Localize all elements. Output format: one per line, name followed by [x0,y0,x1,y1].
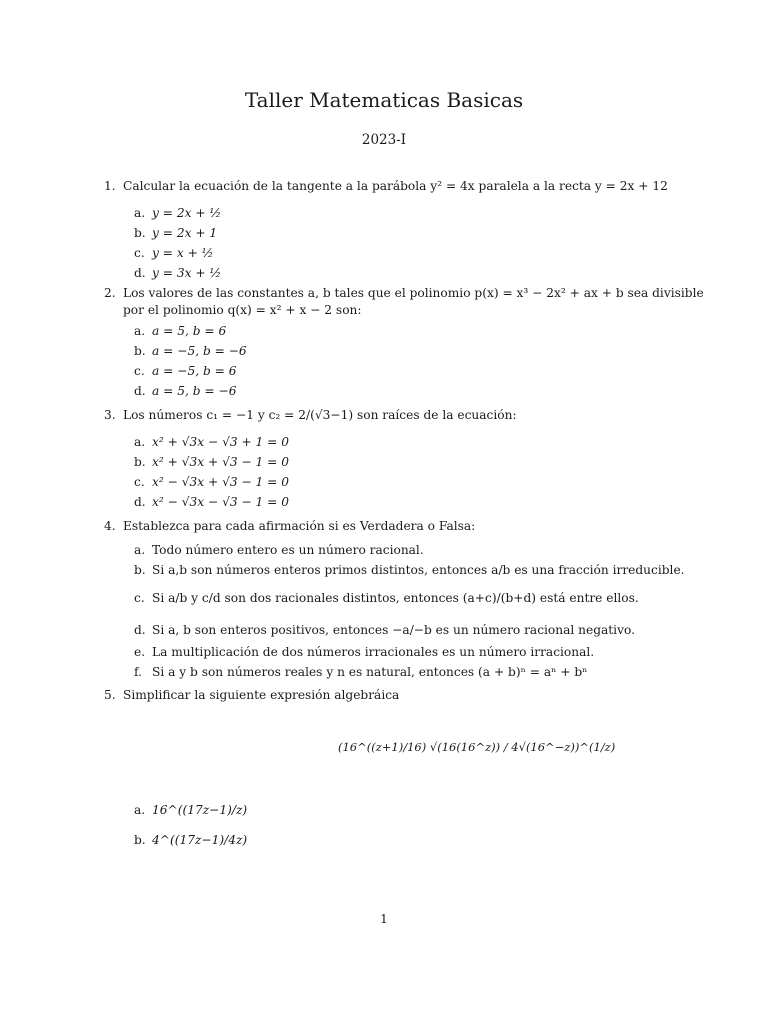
option-text: a = 5, b = −6 [152,384,237,398]
question-stem: Simplificar la siguiente expresión algebráica [123,688,400,702]
expression-text: (16^((z+1)/16) √(16(16^z)) / 4√(16^−z))^(1/z) [338,740,616,754]
option-label: a. [134,435,146,449]
option-label: d. [134,623,146,637]
option-text: x² − √3x + √3 − 1 = 0 [152,475,290,489]
option [134,620,635,640]
question-3 [104,407,704,424]
question-number: 4. [104,519,116,533]
option [134,472,289,492]
option-label: c. [134,591,145,605]
question-5 [104,687,704,704]
option [134,662,587,682]
option-text: Si a y b son números reales y n es natural, entonces (a + b)ⁿ = aⁿ + bⁿ [152,665,588,679]
question-number: 1. [104,179,116,193]
question-2 [104,285,704,319]
option [134,432,289,452]
option-label: b. [134,344,146,358]
option [134,361,236,381]
option [134,830,247,850]
question-stem: Los números c₁ = −1 y c₂ = 2/(√3−1) son raíces de la ecuación: [123,408,517,422]
option-text: 16^((17z−1)/z) [152,803,248,817]
question-number: 3. [104,408,116,422]
question-stem: Establezca para cada afirmación si es Verdadera o Falsa: [123,519,476,533]
option [134,540,424,560]
option [134,588,639,608]
option-text: a = −5, b = 6 [152,364,237,378]
option-text: Si a/b y c/d son dos racionales distintos, entonces (a+c)/(b+d) está entre ellos. [152,591,639,605]
option [134,452,289,472]
option-text: x² + √3x + √3 − 1 = 0 [152,455,290,469]
option-label: b. [134,563,146,577]
option-label: b. [134,833,146,847]
option-label: e. [134,645,146,659]
option-text: Si a,b son números enteros primos distintos, entonces a/b es una fracción irreducible. [152,563,685,577]
document-subtitle: 2023-I [361,132,407,148]
option-text: a = −5, b = −6 [152,344,247,358]
option-label: d. [134,384,146,398]
option [134,560,685,580]
option [134,263,221,283]
option-text: Todo número entero es un número racional. [152,543,424,557]
option-text: y = 2x + ½ [152,206,222,220]
option-text: x² + √3x − √3 + 1 = 0 [152,435,290,449]
option-label: c. [134,475,145,489]
question-4 [104,518,704,535]
option [134,223,217,243]
option [134,321,226,341]
option-label: c. [134,364,145,378]
option [134,341,247,361]
option-label: a. [134,543,146,557]
option-label: a. [134,324,146,338]
option-label: f. [134,665,142,679]
page-number: 1 [380,912,388,926]
option [134,381,236,401]
option-label: c. [134,246,145,260]
option-label: d. [134,495,146,509]
option-text: y = 2x + 1 [152,226,218,240]
option-text: La multiplicación de dos números irracionales es un número irracional. [152,645,595,659]
option-text: a = 5, b = 6 [152,324,227,338]
algebraic-expression [338,712,616,794]
option-label: b. [134,226,146,240]
option-label: a. [134,803,146,817]
option-text: y = x + ½ [152,246,214,260]
question-1 [104,178,704,195]
option [134,203,221,223]
question-stem: Los valores de las constantes a, b tales que el polinomio p(x) = x³ − 2x² + ax + b sea divisible por el polinomio q(x) = x² + x − 2 son: [123,286,704,317]
document-title: Taller Matematicas Basicas [244,88,524,112]
option-label: b. [134,455,146,469]
option-text: Si a, b son enteros positivos, entonces −a/−b es un número racional negativo. [152,623,635,637]
option-label: d. [134,266,146,280]
question-number: 2. [104,286,116,300]
option [134,642,594,662]
option [134,800,247,820]
option-label: a. [134,206,146,220]
option-text: y = 3x + ½ [152,266,222,280]
option-text: x² − √3x − √3 − 1 = 0 [152,495,290,509]
option-text: 4^((17z−1)/4z) [152,833,248,847]
question-number: 5. [104,688,116,702]
option [134,243,214,263]
question-stem: Calcular la ecuación de la tangente a la parábola y² = 4x paralela a la recta y = 2x + 12 [123,179,668,193]
option [134,492,289,512]
